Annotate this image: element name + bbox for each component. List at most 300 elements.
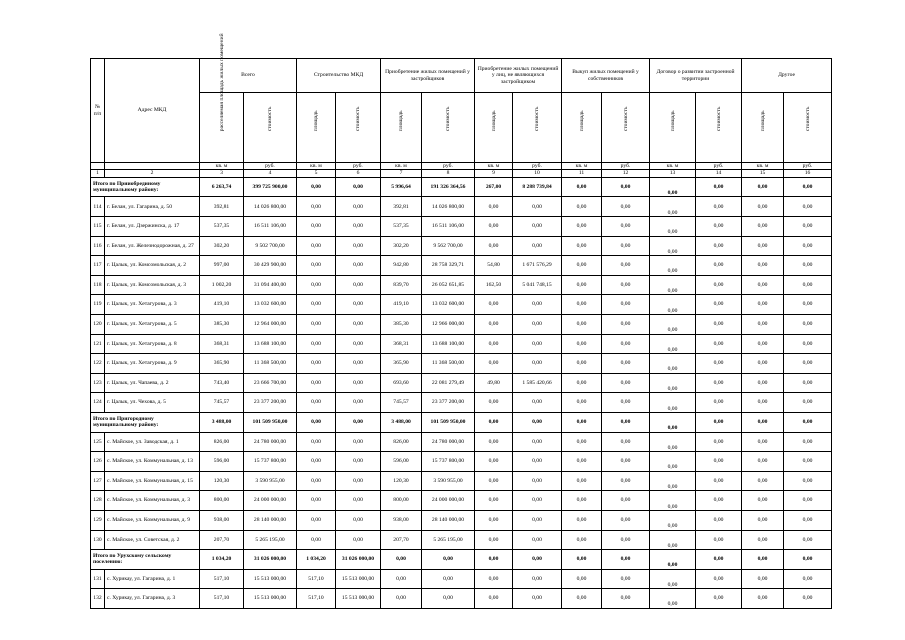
cell-cost: 0,00 [513,569,562,589]
unit-cost: руб. [422,163,475,170]
cell-area [650,569,696,589]
cell-area: 0,00 [562,177,602,197]
cell-cost: 0,00 [602,491,650,511]
cell-area: 0,00 [742,510,784,530]
cell-cost: 0,00 [336,177,381,197]
cell-cost: 0,00 [696,236,742,256]
row-address: г. Цалык, ул. Хетагурова, д. 5 [105,315,200,335]
cell-cost: 0,00 [784,550,832,570]
row-address: с. Майское, ул. Коммунальная, д. 15 [105,471,200,491]
column-number: 2 [105,170,200,177]
cell-area [650,510,696,530]
cell-area: 207,70 [200,530,244,550]
cell-area: 392,81 [200,197,244,217]
cell-cost: 0,00 [784,452,832,472]
cell-cost: 0,00 [336,334,381,354]
cell-cost: 0,00 [336,510,381,530]
cell-area: 0,00 [475,510,513,530]
row-number: 117 [91,256,105,276]
cell-cost: 0,00 [513,217,562,237]
cell-cost: 0,00 [336,354,381,374]
row-number: 115 [91,217,105,237]
cell-cost: 0,00 [696,491,742,511]
cell-cost: 0,00 [602,354,650,374]
cell-cost: 24 780 000,00 [422,432,475,452]
cell-value: 0,00 [667,581,678,588]
row-number: 114 [91,197,105,217]
cell-cost: 101 509 950,00 [244,412,297,432]
column-number: 8 [422,170,475,177]
cell-area: 0,00 [562,393,602,413]
subheader-cost: стоимость [244,93,297,163]
table-row [91,491,832,511]
row-number: 132 [91,589,105,609]
row-number: 131 [91,569,105,589]
cell-area [650,550,696,570]
cell-cost: 0,00 [336,236,381,256]
cell-cost: 31 094 400,00 [244,275,297,295]
cell-area [650,412,696,432]
cell-cost: 0,00 [513,432,562,452]
cell-area: 0,00 [562,432,602,452]
cell-cost: 0,00 [696,315,742,335]
cell-area: 0,00 [562,412,602,432]
cell-cost: 0,00 [336,197,381,217]
cell-cost: 0,00 [784,354,832,374]
cell-value: 0,00 [667,190,678,197]
cell-cost: 23 377 200,00 [422,393,475,413]
cell-area: 0,00 [475,393,513,413]
cell-cost: 14 026 800,00 [244,197,297,217]
cell-cost: 0,00 [602,275,650,295]
unit-cost: руб. [336,163,381,170]
unit-area: кв. м [200,163,244,170]
cell-area [650,393,696,413]
table-row [91,275,832,295]
cell-cost: 0,00 [696,217,742,237]
cell-area: 0,00 [475,569,513,589]
table-row [91,589,832,609]
table-row [91,295,832,315]
cell-cost: 0,00 [602,373,650,393]
cell-cost: 0,00 [602,315,650,335]
cell-area [650,177,696,197]
cell-cost: 12 964 000,00 [244,315,297,335]
cell-area: 800,00 [200,491,244,511]
cell-cost: 0,00 [513,452,562,472]
cell-cost: 0,00 [696,412,742,432]
cell-area: 0,00 [562,295,602,315]
cell-area [650,256,696,276]
cell-cost: 28 140 000,00 [244,510,297,530]
cell-value: 0,00 [667,268,678,275]
cell-cost: 0,00 [422,589,475,609]
cell-value: 0,00 [667,425,678,432]
cell-cost: 0,00 [513,471,562,491]
unit-cost: руб. [784,163,832,170]
subheader-area: площадь [650,93,696,163]
row-address: г. Белан, ул. Дзержинска, д. 17 [105,217,200,237]
cell-area: 938,00 [200,510,244,530]
subheader-area: площадь [742,93,784,163]
cell-cost: 24 000 000,00 [422,491,475,511]
cell-area: 596,00 [381,452,422,472]
row-number: 129 [91,510,105,530]
cell-cost: 13 688 100,00 [422,334,475,354]
cell-cost: 0,00 [602,295,650,315]
cell-cost: 0,00 [784,393,832,413]
row-address: г. Цалык, ул. Комсомольская, д. 3 [105,275,200,295]
cell-area: 596,00 [200,452,244,472]
cell-cost: 101 509 950,00 [422,412,475,432]
cell-cost: 1 671 576,29 [513,256,562,276]
cell-cost: 15 737 800,00 [244,452,297,472]
cell-cost: 0,00 [336,432,381,452]
cell-area: 0,00 [562,197,602,217]
table-row [91,217,832,237]
cell-area: 517,10 [200,589,244,609]
cell-cost: 5 265 195,00 [422,530,475,550]
table-row [91,256,832,276]
cell-area: 0,00 [562,275,602,295]
cell-cost: 0,00 [602,452,650,472]
cell-area [650,452,696,472]
cell-cost: 0,00 [602,197,650,217]
cell-area: 0,00 [742,393,784,413]
cell-area: 0,00 [297,393,336,413]
cell-value: 0,00 [667,229,678,236]
cell-area: 0,00 [475,217,513,237]
cell-area: 49,80 [475,373,513,393]
column-number: 14 [696,170,742,177]
table-row [91,432,832,452]
cell-area: 0,00 [297,177,336,197]
cell-area: 302,20 [381,236,422,256]
cell-cost: 0,00 [696,530,742,550]
cell-cost: 191 326 364,56 [422,177,475,197]
cell-area: 120,30 [200,471,244,491]
cell-area: 0,00 [562,452,602,472]
cell-cost: 0,00 [784,412,832,432]
cell-cost: 13 688 100,00 [244,334,297,354]
cell-area: 365,90 [200,354,244,374]
cell-area: 0,00 [297,236,336,256]
cell-cost: 0,00 [513,236,562,256]
subheader-area-first: расселяемая площадь жилых помещений [200,93,244,163]
cell-area: 0,00 [475,236,513,256]
cell-cost: 0,00 [602,217,650,237]
row-address: г. Белан, ул. Железнодорожная, д. 27 [105,236,200,256]
cell-area: 0,00 [475,354,513,374]
subheader-cost: стоимость [602,93,650,163]
unit-area: кв. м [650,163,696,170]
subtotal-label: Итого по Прииобрединому муниципальному району: [91,177,200,197]
cell-cost: 16 511 106,00 [244,217,297,237]
cell-value: 0,00 [667,405,678,412]
subheader-area: площадь [297,93,336,163]
cell-area: 0,00 [475,452,513,472]
cell-area: 0,00 [562,236,602,256]
cell-cost: 0,00 [513,334,562,354]
cell-cost: 0,00 [513,510,562,530]
cell-area: 0,00 [742,275,784,295]
cell-cost: 0,00 [696,256,742,276]
cell-area: 826,00 [200,432,244,452]
cell-cost: 0,00 [696,589,742,609]
cell-cost: 9 562 700,00 [422,236,475,256]
cell-area: 517,10 [297,589,336,609]
cell-cost: 3 590 955,00 [422,471,475,491]
cell-cost: 0,00 [696,432,742,452]
cell-cost: 0,00 [513,491,562,511]
row-address: с. Майское, ул. Заводская, д. 1 [105,432,200,452]
cell-cost: 22 081 279,49 [422,373,475,393]
cell-cost: 24 000 000,00 [244,491,297,511]
cell-value: 0,00 [667,287,678,294]
cell-area: 0,00 [297,256,336,276]
cell-cost: 31 026 000,00 [244,550,297,570]
cell-cost: 0,00 [696,275,742,295]
cell-cost: 0,00 [336,471,381,491]
cell-area: 0,00 [297,217,336,237]
row-address: с. Майское, ул. Коммунальная, д. 13 [105,452,200,472]
cell-cost: 0,00 [602,589,650,609]
cell-area: 1 034,20 [297,550,336,570]
cell-area: 0,00 [297,315,336,335]
subheader-cost: стоимость [696,93,742,163]
cell-area: 0,00 [742,452,784,472]
cell-area: 0,00 [742,491,784,511]
cell-cost: 0,00 [696,177,742,197]
cell-cost: 0,00 [784,275,832,295]
header-group-developer-purchase: Приобретение жилых помещений у застройщиков [381,59,475,93]
header-no: № п/п [91,59,105,163]
header-address: Адрес МКД [105,59,200,163]
cell-value: 0,00 [667,601,678,608]
cell-area: 0,00 [297,373,336,393]
cell-cost: 0,00 [696,354,742,374]
cell-cost: 0,00 [696,295,742,315]
units-row [91,163,832,170]
unit-cost: руб. [244,163,297,170]
cell-value: 0,00 [667,542,678,549]
table-row [91,334,832,354]
cell-cost: 0,00 [784,432,832,452]
cell-area: 0,00 [562,550,602,570]
table-row [91,569,832,589]
header-group-development-contract: Договор о развитии застроенной территории [650,59,742,93]
cell-area: 0,00 [742,334,784,354]
cell-cost: 9 502 700,00 [244,236,297,256]
cell-cost: 0,00 [602,412,650,432]
resettlement-table [90,33,832,609]
cell-area: 368,31 [200,334,244,354]
table-row [91,510,832,530]
cell-cost: 0,00 [602,510,650,530]
cell-cost: 1 585 420,66 [513,373,562,393]
subheader-cost: стоимость [336,93,381,163]
cell-cost: 16 511 106,00 [422,217,475,237]
cell-cost: 0,00 [602,471,650,491]
cell-cost: 0,00 [696,510,742,530]
cell-cost: 12 966 000,00 [422,315,475,335]
cell-cost: 13 032 600,00 [422,295,475,315]
row-number: 127 [91,471,105,491]
cell-area: 0,00 [562,569,602,589]
cell-cost: 0,00 [602,569,650,589]
header-group-total: Всего [200,59,297,93]
cell-area: 0,00 [742,412,784,432]
cell-cost: 11 368 500,00 [244,354,297,374]
cell-area [650,373,696,393]
cell-area: 0,00 [475,550,513,570]
row-address: с. Хурикау, ул. Гагарина, д. 3 [105,589,200,609]
row-number: 130 [91,530,105,550]
cell-area: 419,10 [381,295,422,315]
cell-area [650,334,696,354]
cell-area: 120,30 [381,471,422,491]
cell-value: 0,00 [667,248,678,255]
cell-cost: 15 513 000,00 [336,589,381,609]
subtotal-label: Итого по Пригородному муниципальному району: [91,412,200,432]
cell-area: 0,00 [562,589,602,609]
cell-cost: 0,00 [336,315,381,335]
cell-area: 942,80 [381,256,422,276]
cell-cost: 0,00 [336,491,381,511]
table-row [91,452,832,472]
subtotal-row [91,550,832,570]
cell-area: 517,10 [297,569,336,589]
cell-area [650,315,696,335]
cell-area: 0,00 [562,354,602,374]
cell-area: 5 996,64 [381,177,422,197]
cell-area: 0,00 [381,569,422,589]
cell-cost: 23 377 200,00 [244,393,297,413]
subheader-area: площадь [562,93,602,163]
table-body [91,33,832,609]
cell-area: 0,00 [297,530,336,550]
table-row [91,236,832,256]
cell-cost: 0,00 [513,315,562,335]
cell-cost: 14 026 800,00 [422,197,475,217]
cell-cost: 28 758 329,71 [422,256,475,276]
cell-area [650,491,696,511]
cell-cost: 15 513 000,00 [244,569,297,589]
cell-value: 0,00 [667,366,678,373]
row-number: 120 [91,315,105,335]
cell-area: 0,00 [562,471,602,491]
cell-cost: 0,00 [696,569,742,589]
cell-area: 0,00 [742,432,784,452]
cell-cost: 0,00 [784,510,832,530]
cell-area: 800,00 [381,491,422,511]
column-number: 4 [244,170,297,177]
cell-area: 0,00 [742,530,784,550]
cell-cost: 0,00 [696,334,742,354]
cell-cost: 0,00 [784,589,832,609]
cell-area [650,295,696,315]
cell-area: 0,00 [297,471,336,491]
table-row [91,393,832,413]
cell-area: 1 034,20 [200,550,244,570]
cell-area: 6 263,74 [200,177,244,197]
cell-area: 0,00 [475,530,513,550]
cell-area: 0,00 [742,256,784,276]
cell-area: 207,70 [381,530,422,550]
subtotal-row [91,412,832,432]
row-address: с. Майское, ул. Коммунальная, д. 9 [105,510,200,530]
cell-cost: 26 052 651,85 [422,275,475,295]
column-number: 15 [742,170,784,177]
cell-cost: 0,00 [602,177,650,197]
subheader-area: площадь [381,93,422,163]
unit-cost: руб. [513,163,562,170]
cell-cost: 0,00 [784,256,832,276]
cell-area: 0,00 [562,334,602,354]
cell-cost: 0,00 [784,373,832,393]
cell-value: 0,00 [667,562,678,569]
cell-cost: 0,00 [784,177,832,197]
row-number: 118 [91,275,105,295]
column-number: 7 [381,170,422,177]
cell-cost: 0,00 [513,589,562,609]
cell-value: 0,00 [667,307,678,314]
cell-cost: 0,00 [784,569,832,589]
unit-area: кв. м [562,163,602,170]
cell-value: 0,00 [667,385,678,392]
cell-cost: 0,00 [784,295,832,315]
cell-cost: 0,00 [336,217,381,237]
header-group-buyout: Выкуп жилых помещений у собственников [562,59,650,93]
cell-area: 0,00 [742,315,784,335]
cell-area [650,354,696,374]
cell-area: 0,00 [475,334,513,354]
cell-cost: 399 725 900,00 [244,177,297,197]
table-row [91,197,832,217]
subheader-cost: стоимость [513,93,562,163]
cell-cost: 0,00 [784,334,832,354]
row-address: г. Цалык, ул. Чапаева, д. 2 [105,373,200,393]
cell-area: 0,00 [297,354,336,374]
cell-area: 419,10 [200,295,244,315]
cell-area: 0,00 [297,452,336,472]
subheader-cost: стоимость [422,93,475,163]
column-numbers-row [91,170,832,177]
cell-cost: 0,00 [784,236,832,256]
cell-cost: 30 429 900,00 [244,256,297,276]
cell-cost: 0,00 [784,315,832,335]
cell-area: 517,10 [200,569,244,589]
cell-cost: 0,00 [784,217,832,237]
cell-cost: 0,00 [696,393,742,413]
column-number: 9 [475,170,513,177]
cell-cost: 0,00 [602,550,650,570]
cell-area: 0,00 [562,315,602,335]
cell-cost: 0,00 [422,550,475,570]
cell-area: 0,00 [742,569,784,589]
cell-area: 302,20 [200,236,244,256]
unit-area: кв. м [381,163,422,170]
unit-cost: руб. [602,163,650,170]
cell-cost: 0,00 [513,550,562,570]
cell-area: 0,00 [562,491,602,511]
cell-cost: 11 368 500,00 [422,354,475,374]
cell-cost: 15 513 000,00 [244,589,297,609]
row-number: 123 [91,373,105,393]
cell-cost: 0,00 [336,256,381,276]
cell-cost: 0,00 [422,569,475,589]
cell-area: 54,80 [475,256,513,276]
